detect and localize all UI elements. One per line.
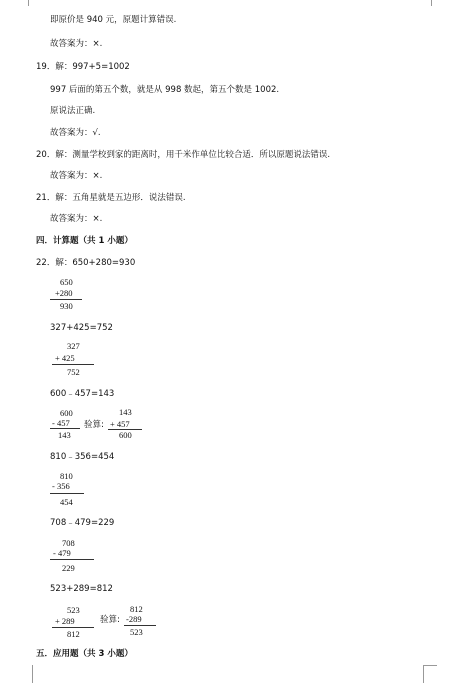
rule-line (50, 428, 80, 429)
equation: 327+425=752 (50, 323, 113, 333)
question-21: 21．解：五角星就是五边形．说法错误. (36, 193, 186, 203)
crop-mark (423, 665, 424, 683)
operand: 650 (60, 277, 73, 287)
result: 229 (62, 563, 75, 573)
section-heading: 四．计算题（共 1 小题） (36, 236, 133, 246)
crop-mark (431, 0, 432, 6)
answer-line: 故答案为：×. (50, 39, 103, 49)
question-20: 20．解：测量学校到家的距离时，用千米作单位比较合适．所以原题说法错误. (36, 150, 331, 160)
rule-line (50, 559, 94, 560)
operand: 143 (119, 407, 132, 417)
operand: - 457 (52, 418, 70, 428)
text-line: 原说法正确. (50, 106, 96, 116)
answer-line: 故答案为：√. (50, 128, 101, 138)
question-19: 19．解：997+5=1002 (36, 62, 130, 72)
rule-line (50, 299, 82, 300)
operand: - 479 (53, 548, 71, 558)
result: 454 (60, 497, 73, 507)
equation: 810﹣356=454 (50, 452, 115, 462)
equation: 523+289=812 (50, 584, 113, 594)
rule-line (52, 364, 94, 365)
check-label: 验算: (100, 615, 120, 625)
rule-line (50, 493, 84, 494)
answer-line: 故答案为：×. (50, 214, 103, 224)
question-22: 22．解：650+280=930 (36, 258, 136, 268)
operand: - 356 (52, 481, 70, 491)
crop-mark (28, 0, 29, 6)
text-line: 即原价是 940 元，原题计算错误. (50, 15, 177, 25)
operand: 327 (67, 341, 80, 351)
result: 812 (67, 629, 80, 639)
operand: +280 (55, 288, 73, 298)
check-label: 验算: (84, 420, 104, 430)
crop-mark (32, 665, 33, 683)
operand: + 289 (55, 616, 75, 626)
operand: 708 (62, 538, 75, 548)
result: 143 (58, 430, 71, 440)
answer-line: 故答案为：×. (50, 171, 103, 181)
operand: 810 (60, 471, 73, 481)
result: 523 (130, 627, 143, 637)
equation: 600﹣457=143 (50, 389, 115, 399)
rule-line (52, 627, 94, 628)
operand: + 457 (110, 419, 130, 429)
result: 930 (60, 301, 73, 311)
rule-line (124, 625, 156, 626)
equation: 708﹣479=229 (50, 518, 115, 528)
result: 752 (67, 367, 80, 377)
operand: 600 (60, 408, 73, 418)
operand: + 425 (55, 353, 75, 363)
operand: 523 (67, 605, 80, 615)
text-line: 997 后面的第五个数，就是从 998 数起，第五个数是 1002. (50, 85, 280, 95)
crop-mark (423, 665, 437, 666)
operand: 812 (130, 604, 143, 614)
section-heading: 五．应用题（共 3 小题） (36, 649, 133, 659)
result: 600 (119, 430, 132, 440)
operand: -289 (126, 614, 142, 624)
